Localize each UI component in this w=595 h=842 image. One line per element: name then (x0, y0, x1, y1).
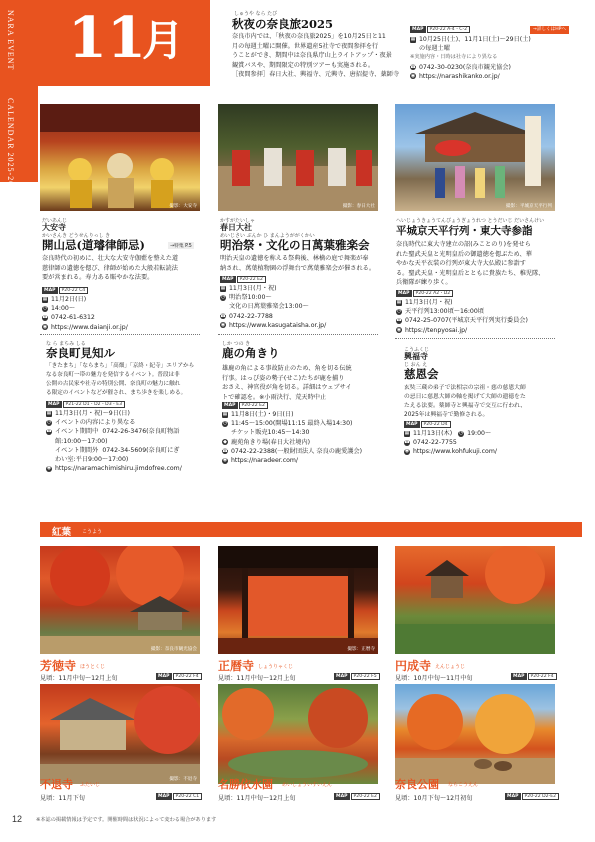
top-event-info: ▦ 10月25日(土)、11月1日(土)〜29日(土) の毎週土曜 ※実施内容・日時は社寺により異なる ☎ 0742-30-0230(奈良市観光協会) ◉ https://narashikanko.or.jp/ (409, 36, 531, 80)
web-icon: ◉ (222, 457, 228, 464)
photo-isuien (218, 684, 378, 784)
phone-icon: ☎ (221, 447, 229, 454)
photo-daianji: 撮影：大安寺 (40, 104, 200, 211)
jionne-body: 玄奘三蔵の弟子で法相宗の宗祖・慈の慈恩大師 の忌日に慈恩大師の軸を掲げて大師の遺徳をた たえる法要。薬師寺と興福寺で交互に行われ、 2025年は興福寺で勤修される。 (404, 385, 527, 418)
mishiru-title-ruby: な ら まちみ しる (46, 341, 86, 347)
month-block (38, 0, 210, 86)
kasuga-place: 春日大社 (220, 223, 252, 232)
autumn-best-narakoen: 見頃：10月下旬〜12月初旬 (395, 795, 473, 802)
autumn-name-narakoen: 奈良公園 (395, 778, 439, 791)
detail-link-pill[interactable]: →詳しくはHPへ (530, 26, 569, 34)
jionne-info: ▦ 11月13日(木) ◷ 19:00〜 ☎ 0742-22-7755 ◉ https://www.kohfukuji.com/ (403, 430, 497, 456)
autumn-best-futaiji: 見頃：11月下旬 (40, 795, 85, 802)
autumn-map-isuien: MAP P20-22 E2 (334, 793, 380, 800)
web-icon: ◉ (410, 72, 416, 79)
daianji-tag[interactable]: →特集 P.5 (170, 244, 192, 249)
jionne-title: 慈恩会 (404, 367, 439, 381)
photo-kasuga: 撮影：春日大社 (218, 104, 378, 211)
autumn-kana-futaiji: ふたいじ (80, 782, 101, 788)
photo-futaiji: 撮影：不退寺 (40, 684, 200, 784)
top-event-map: MAP P20-22 A-4・C-2 (410, 26, 470, 33)
kasuga-title: 明治祭・文化の日萬葉雅楽会 (220, 238, 370, 252)
photo-shoryakuji: 撮影：正暦寺 (218, 546, 378, 654)
phone-icon: ☎ (409, 63, 417, 70)
top-event-title: 秋夜の奈良旅2025 (232, 17, 334, 31)
autumn-name-futaiji: 不退寺 (40, 778, 73, 791)
web-icon: ◉ (46, 465, 52, 472)
autumn-kana-enjoji: えんじょうじ (435, 664, 466, 670)
tsunokiri-body: 雄鹿の角による事故防止のため、角を切る伝統 行事。はっぴ姿の勢子(せこ)たちが鹿を捕り おさえ、神官役が角を切る。詳細はウェブサイ トで確認を。※小雨決行、荒天時中止 (222, 365, 352, 401)
calendar-icon: ▦ (220, 285, 226, 291)
phone-icon: ☎ (45, 428, 53, 435)
separator-left (40, 334, 200, 335)
clock-icon: ◷ (42, 305, 48, 312)
autumn-map-shoryakuji: MAP P20-22 F5 (334, 673, 380, 680)
photo-hotokuji: 撮影：奈良市観光協会 (40, 546, 200, 654)
clock-icon: ◷ (458, 430, 464, 436)
tsunokiri-info: ▦ 11月8日(土)・9日(日) ◷ 11:45〜15:00(開場11:15 最終入場14:30) チケット販売10:45〜14:30 ◆ 鹿苑角きり場(春日大社境内) ☎ 0742-22-2388(一般財団法人 奈良の鹿愛護会) ◉ https://naradeer.com/ (221, 411, 363, 465)
autumn-best-enjoji: 見頃：10月中旬〜11月中旬 (395, 675, 473, 682)
calendar-icon: ▦ (42, 296, 48, 302)
daianji-info: ▦ 11月2日(日) ◷ 14:00〜 ☎ 0742-61-6312 ◉ https://www.daianji.or.jp/ (41, 296, 128, 331)
top-event-body: 奈良市内では、「秋夜の奈良旅2025」を10月25日と11 月の毎週土曜に開催。世界遺産5社寺で夜間参拝を行 うことができ、期間中は奈良県庁山上ライトアップ・夜景 観賞バスや、期間限定の特別ツアーも実施される。 ［夜間参拝］春日大社、興福寺、元興寺、唐招提寺、薬師寺 (232, 33, 400, 78)
calendar-icon: ▦ (396, 299, 402, 305)
autumn-map-enjoji: MAP P20-22 F4 (511, 673, 557, 680)
jionne-map: MAP P20-22 D4 (404, 421, 451, 428)
tsunokiri-map: MAP P20-22 E2 (222, 402, 268, 409)
autumn-name-hotokuji: 芳徳寺 (40, 659, 77, 673)
autumn-name-isuien: 名勝依水園 (218, 778, 273, 791)
photo-heijo: 撮影：平城京天平行列 (395, 104, 555, 211)
location-icon: ◆ (223, 438, 227, 445)
jionne-place-ruby: こうふくじ (404, 347, 430, 353)
web-icon: ◉ (404, 448, 410, 455)
clock-icon: ◷ (220, 294, 226, 301)
kasuga-body: 明治天皇の遺徳を称える祭典後、林檎の庭で舞楽が奉 納され、萬葉植物園の浮舞台で萬葉雅楽会が催される。 (220, 255, 376, 272)
clock-icon: ◷ (396, 308, 402, 315)
mishiru-info: ▦ 11月3日(月・祝)〜9日(日) ◷ イベントの内容により異なる ☎ イベント期間中 0742-26-3476(奈良町物語 館:10:00〜17:00) イベント期間外 0742-34-5609(奈良町にぎ わい室:平日9:00〜17:00) ◉ https://naramachimishiru.jimdofree.com/ (45, 410, 182, 473)
jionne-place: 興福寺 (404, 352, 428, 361)
autumn-best-hotokuji: 見頃：11月中旬〜12月上旬 (40, 675, 118, 682)
autumn-name-enjoji: 円成寺 (395, 659, 432, 673)
phone-icon: ☎ (41, 314, 49, 321)
autumn-kana-shoryakuji: しょうりゃくじ (258, 664, 294, 670)
heijo-map: MAP P20-22 A2・D2 (396, 290, 453, 297)
daianji-map: MAP P20-22 C4 (42, 287, 88, 294)
autumn-best-shoryakuji: 見頃：11月中旬〜12月上旬 (218, 675, 296, 682)
mishiru-title: 奈良町見知ル (46, 346, 115, 360)
autumn-section-bar (40, 522, 582, 537)
month-kanji: 月 (142, 16, 185, 65)
separator-middle (218, 334, 378, 335)
autumn-map-futaiji: MAP P20-22 C1 (156, 793, 202, 800)
photo-enjoji (395, 546, 555, 654)
autumn-map-hotokuji: MAP P20-22 F4 (156, 673, 202, 680)
autumn-kana-hotokuji: ほうとくじ (80, 664, 106, 670)
heijo-body: 奈良時代に東大寺建立の詔(みことのり)を発せら れた聖武天皇と光明皇后の御遺徳を偲ぶため、華 やかな天平衣装の行列が東大寺大仏殿に参詣す る。聖武天皇・光明皇后とともに貴族たち、稚児隊、 兵衛隊が練り歩く。 (396, 241, 545, 286)
side-label-event: NARA EVENT (6, 10, 15, 71)
top-event-ruby: しゅうや なら たび (234, 11, 278, 17)
tsunokiri-title-ruby: しか つの き (222, 341, 251, 347)
footer-note: ※本誌の掲載情報は予定です。開催時間は状況によって変わる場合があります (36, 817, 217, 823)
heijo-title: 平城京天平行列・東大寺参詣 (396, 225, 533, 237)
tsunokiri-title: 鹿の角きり (222, 346, 280, 360)
side-label-calendar: CALENDAR 2025-2026 (6, 98, 15, 197)
calendar-icon: ▦ (404, 430, 410, 436)
page-number: 12 (12, 814, 23, 824)
autumn-section-ruby: こうよう (82, 529, 103, 535)
chevron-right-icon: » (566, 522, 575, 537)
heijo-title-ruby: へいじょうきょうてんぴょうぎょうれつ とうだいじ だいさんけい (396, 218, 545, 224)
clock-icon: ◷ (46, 419, 52, 426)
kasuga-title-ruby: めいじさい ぶんか ひ まんようががくかい (220, 233, 315, 239)
phone-icon: ☎ (403, 439, 411, 446)
web-icon: ◉ (396, 326, 402, 333)
jionne-title-ruby: じ おん え (404, 362, 428, 368)
calendar-icon: ▦ (46, 410, 52, 416)
clock-icon: ◷ (222, 420, 228, 427)
mishiru-map: MAP P21-22 D1・D2・D3・E3 (46, 401, 125, 408)
kasuga-place-ruby: かすがたいしゃ (220, 218, 256, 224)
kasuga-map: MAP P20-22 E2 (220, 276, 266, 283)
daianji-body: 奈良時代の初めに、壮大な大安寺伽藍を整えた道 慈律師の遺徳を偲び、律師が始めた大般若転読法 要が営まれる。寿力ある賑やかな法要。 (42, 255, 179, 281)
calendar-icon: ▦ (222, 411, 228, 417)
autumn-kana-narakoen: ならこうえん (448, 782, 479, 788)
autumn-section-title: 紅葉 (52, 527, 72, 538)
daianji-title: 開山忌(道璿律師忌) (42, 238, 145, 252)
autumn-best-isuien: 見頃：11月中旬〜12月上旬 (218, 795, 296, 802)
phone-icon: ☎ (219, 312, 227, 319)
autumn-name-shoryakuji: 正暦寺 (218, 659, 255, 673)
web-icon: ◉ (42, 323, 48, 330)
month-number: 11 (68, 5, 146, 71)
autumn-map-narakoen: MAP P20-22 D2-E2 (505, 793, 559, 800)
daianji-title-ruby: かいさんき どうせんりっし き (42, 233, 111, 239)
kasuga-info: ▦ 11月3日(月・祝) ◷ 明治祭10:00〜 文化の日萬葉雅楽会13:00〜 ☎ 0742-22-7788 ◉ https://www.kasugataisha.or.jp/ (219, 285, 327, 329)
separator-right (395, 338, 555, 339)
mishiru-body: 「きたまち」「ならまち」「高畑」「京終・紀寺」エリアから なる奈良町一帯の魅力を発信するイベント。普段は非 公開の古民家や社寺の特別公開、奈良町の魅力に触れ る限定のイベントなどが催され、まち歩きを楽しめる。 (46, 363, 195, 396)
photo-narakoen (395, 684, 555, 784)
web-icon: ◉ (220, 321, 226, 328)
phone-icon: ☎ (395, 317, 403, 324)
daianji-place: 大安寺 (42, 223, 66, 232)
calendar-icon: ▦ (410, 36, 416, 42)
heijo-info: ▦ 11月3日(月・祝) ◷ 天平行列13:00頃〜16:00頃 ☎ 0742-25-0707(平城京天平行列実行委員会) ◉ https://tenpyosai.jp/ (395, 299, 528, 334)
daianji-place-ruby: だいあんじ (42, 218, 68, 224)
autumn-kana-isuien: めいしょういすいえん (282, 782, 333, 788)
